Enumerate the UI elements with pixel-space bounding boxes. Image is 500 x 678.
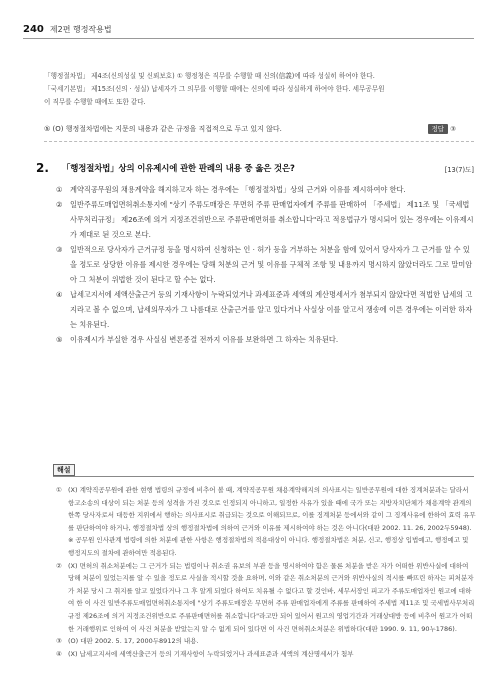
choice-item	[56, 332, 474, 347]
choice-text: 납세고지서에 세액산출근거 등의 기재사항이 누락되었거나 과세표준과 세액의 계산명세서가 첨부되지 않았다면 적법한 납세의 고지라고 볼 수 없으며, 납세의무자가 그 나름대로 산출근거를 알고 있다거나 사실상 이를 알고서 쟁송에 이른 경우에는 이러한 하자는 치유된다.	[70, 290, 473, 329]
choice-text: 계약직공무원의 채용계약을 해지하고자 하는 경우에는 「행정절차법」상의 근거와 이유를 제시하여야 한다.	[70, 185, 406, 194]
page-header	[23, 24, 112, 35]
explanation-text: (O) 대판 2002. 5. 17, 2000두8912의 내용.	[68, 637, 199, 646]
explanation-text: (X) 면허의 취소처분에는 그 근거가 되는 법령이나 취소권 유보의 부관 등을 명시하여야 함은 물론 처분을 받은 자가 어떠한 위반사실에 대하여 당해 처분이 있었는지를 알 수 있을 정도로 사실을 적시할 것을 요하며, 이와 같은 취소처분의 근거와 위반사실의 적시를 빠뜨린 하자는 피처분자가 처분 당시 그 취지를 알고 있었다거나 그 후 알게 되었다 하여도 치유될 수 없다고 할 것인바, 세무서장인 피고가 주류도매업자인 원고에 대하여 한 이 사건 일반주류도매업면허취소통지에 "상기 주류도매장은 무면허 주류 판매업자에게 주류를 판매하여 주세법 제11조 및 국세법사무처리규정 제26조에 의거 지정조건위반으로 주류판매면허를 취소합니다"라고만 되어 있어서 원고의 영업기간과 거래상대방 등에 비추어 원고가 어떠한 거래행위로 인하여 이 사건 처분을 받았는지 알 수 없게 되어 있다면 이 사건 면허취소처분은 위법하다(대판 1990. 9. 11, 90누1786).	[68, 561, 475, 633]
choice-text: 이유제시가 부실한 경우 사실심 변론종결 전까지 이유를 보완하면 그 하자는 치유된다.	[70, 335, 339, 344]
explanation-marker: ②	[56, 561, 62, 570]
choice-list	[56, 182, 474, 347]
previous-explanation-text: ⑤ (O) 행정절차법에는 지문의 내용과 같은 규정을 직접적으로 두고 있지 않다.	[44, 125, 282, 133]
explanation-item	[56, 484, 476, 560]
previous-explanation-item	[44, 123, 474, 135]
header-divider	[23, 38, 474, 39]
choice-marker: ⑤	[56, 335, 63, 344]
law-note-line-1: 「행정절차법」 제4조(신의성실 및 신뢰보호) ① 행정청은 직무를 수행할 때 신의(信義)에 따라 성실히 하여야 한다.	[44, 72, 375, 80]
choice-marker: ③	[56, 245, 63, 254]
explanation-text: (X) 계약직공무원에 관한 현행 법령의 규정에 비추어 볼 때, 계약직공무원 채용계약해지의 의사표시는 일반공무원에 대한 징계처분과는 달라서 항고소송의 대상이 되는 처분 등의 성격을 가진 것으로 인정되지 아니하고, 일정한 사유가 있을 때에 국가 또는 지방자치단체가 채용계약 관계의 한쪽 당사자로서 대등한 지위에서 행하는 의사표시로 취급되는 것으로 이해되므로, 이를 징계처분 등에서와 같이 그 징계사유에 한하여 효력 유무를 판단하여야 하거나, 행정절차법 상의 행정절차법에 의하여 근거와 이유를 제시하여야 하는 것은 아니다(대판 2002. 11. 26, 2002두5948). ※ 공무원 인사관계 법령에 의한 처분에 관한 사항은 행정절차법의 적용대상이 아니다. 행정절차법은 처분, 신고, 행정상 입법예고, 행정예고 및 행정지도의 절차에 관하여만 적용된다.	[68, 486, 476, 557]
explanation-marker: ③	[56, 637, 62, 646]
choice-item	[56, 182, 474, 197]
law-note-line-2: 「국세기본법」 제15조(신의 · 성실) 납세자가 그 의무를 이행할 때에는 신의에 따라 성실하게 하여야 한다. 세무공무원	[44, 85, 385, 93]
choice-item	[56, 287, 474, 332]
explanation-marker: ①	[56, 486, 62, 494]
section-divider	[44, 141, 474, 142]
question-source-tag: [13(7)도]	[444, 166, 474, 174]
answer-badge	[428, 123, 456, 135]
choice-marker: ①	[56, 185, 63, 194]
question-text: 「행정절차법」상의 이유제시에 관한 판례의 내용 중 옳은 것은?	[62, 163, 295, 173]
explanation-text: (X) 납세고지서에 세액산출근거 등의 기재사항이 누락되었거나 과세표준과 세액의 계산명세서가 첨부	[68, 649, 354, 658]
choice-text: 일반적으로 당사자가 근거규정 등을 명시하여 신청하는 인 · 허가 등을 거부하는 처분을 함에 있어서 당사자가 그 근거를 알 수 있을 정도로 상당한 이유를 제시한 경우에는 당해 처분의 근거 및 이유를 구체적 조항 및 내용까지 명시하지 않았더라도 그로 말미암아 그 처분이 위법한 것이 된다고 할 수는 없다.	[70, 245, 473, 284]
question-number: 2.	[36, 161, 49, 175]
explanation-item	[56, 648, 476, 661]
page-number: 240	[23, 24, 44, 35]
answer-value: ③	[450, 125, 456, 133]
choice-item	[56, 197, 474, 242]
law-note-line-3: 이 직무를 수행할 때에도 또한 같다.	[44, 98, 146, 106]
choice-text: 일반주류도매업면허취소통지에 "상기 주류도매장은 무면허 주류 판매업자에게 주류를 판매하여 「주세법」 제11조 및 「국세법사무처리규정」 제26조에 의거 지정조건위반으로 주류판매면허를 취소합니다"라고 적용법규가 명시되어 있는 경우에는 이유제시가 제대로 된 것으로 본다.	[70, 200, 474, 239]
answer-label: 정답	[428, 124, 449, 134]
choice-marker: ②	[56, 200, 63, 209]
chapter-title: 제2편 행정작용법	[49, 25, 112, 34]
law-note	[44, 70, 464, 109]
explanation-divider	[53, 476, 474, 477]
choice-item	[56, 242, 474, 287]
explanation-label: 해설	[53, 464, 75, 476]
choice-marker: ④	[56, 290, 63, 299]
explanation-marker: ④	[56, 649, 62, 658]
explanation-item	[56, 560, 476, 636]
explanation-list	[56, 484, 476, 660]
explanation-item	[56, 635, 476, 648]
